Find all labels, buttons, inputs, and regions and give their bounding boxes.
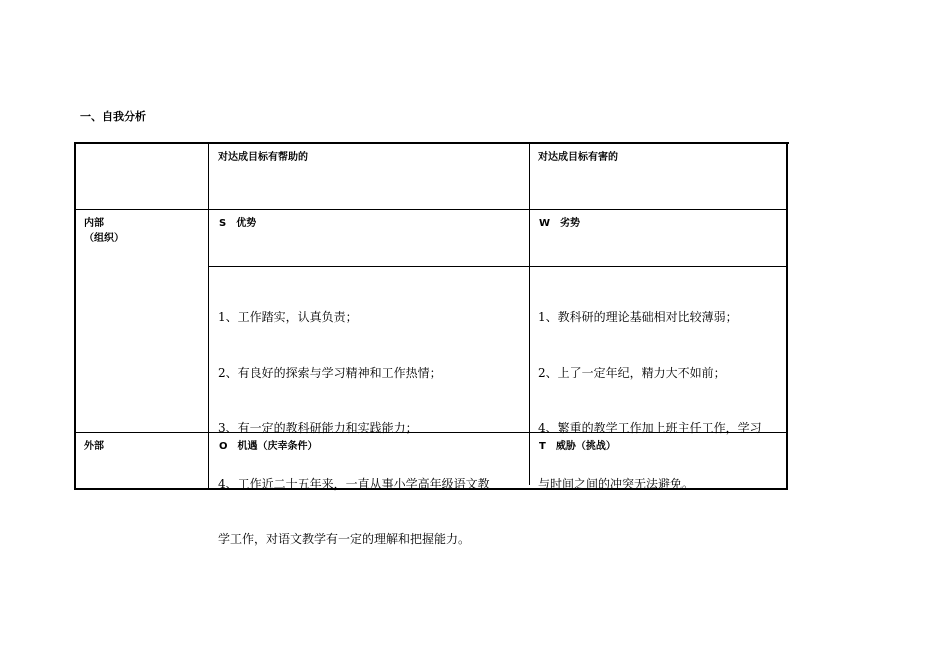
weaknesses-list <box>538 271 786 512</box>
weaknesses-title: W 劣势 <box>539 218 581 229</box>
list-item: 3、有一定的教科研能力和实践能力； <box>218 421 418 435</box>
internal-label-line2: （组织） <box>84 233 124 244</box>
list-item: 1、工作踏实，认真负责； <box>218 310 358 324</box>
list-item: 2、有良好的探索与学习精神和工作热情； <box>218 365 442 380</box>
list-item: 与时间之间的冲突无法避免。 <box>538 476 695 491</box>
list-item: 4、繁重的教学工作加上班主任工作，学习 <box>538 421 762 435</box>
column-divider-1 <box>208 143 209 490</box>
table-border-top <box>74 142 789 144</box>
internal-label-line1: 内部 <box>84 218 104 229</box>
list-item: 学工作，对语文教学有一定的理解和把握能力。 <box>218 532 471 546</box>
section-heading: 一、自我分析 <box>80 110 146 123</box>
row-divider-2 <box>209 266 787 267</box>
list-item: 4、工作近二十五年来，一直从事小学高年级语文教 <box>218 476 490 491</box>
harmful-header: 对达成目标有害的 <box>538 152 618 163</box>
threats-title: T 威胁（挑战） <box>539 441 616 452</box>
list-item: 1、教科研的理论基础相对比较薄弱； <box>538 310 738 324</box>
list-item: 2、上了一定年纪，精力大不如前； <box>538 365 726 380</box>
table-border-right <box>786 142 788 489</box>
helpful-header: 对达成目标有帮助的 <box>218 152 308 163</box>
internal-label <box>84 216 124 246</box>
opportunities-title: O 机遇（庆幸条件） <box>219 441 318 452</box>
table-border-left <box>74 142 76 490</box>
strengths-list <box>218 271 530 567</box>
row-divider-1 <box>75 209 787 210</box>
external-label: 外部 <box>84 441 104 452</box>
strengths-title: S 优势 <box>219 218 257 229</box>
